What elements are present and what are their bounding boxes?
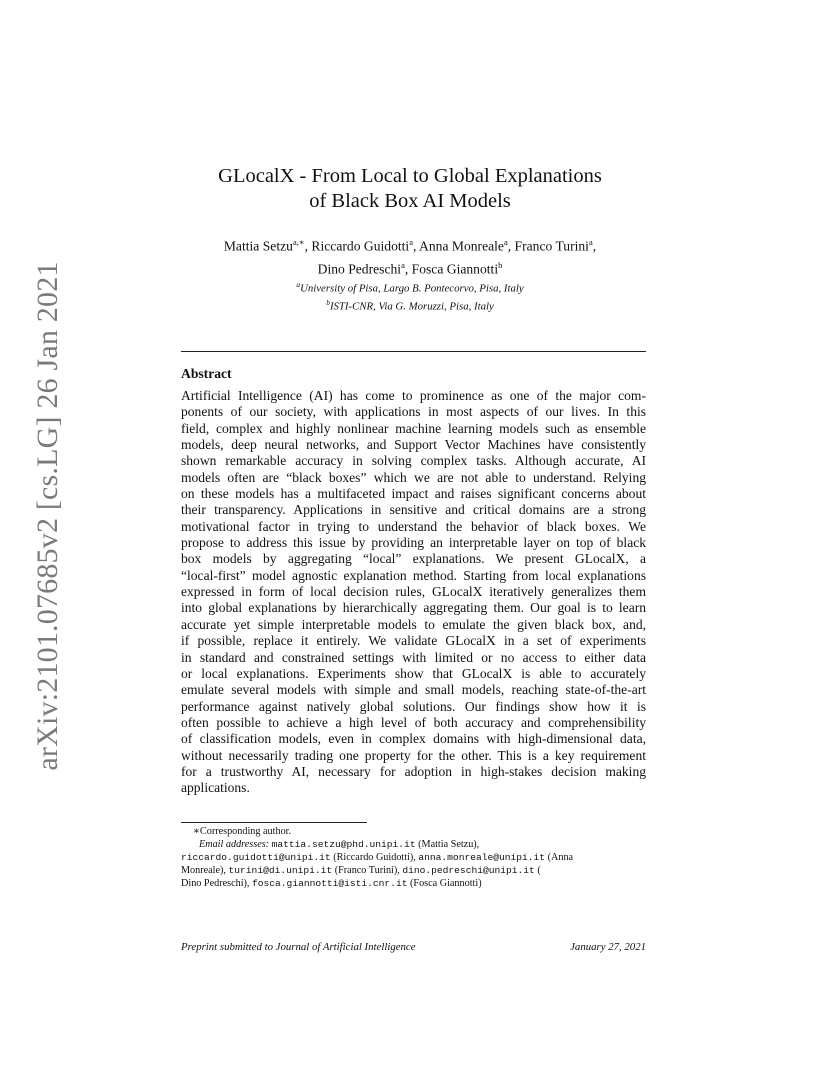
abstract-line: in standard and constrained settings with limited or no access to either data — [181, 649, 646, 665]
email-label: Email addresses: — [199, 839, 270, 850]
abstract-line: for a trustworthy AI, necessary for adoption in high-stakes decision making — [181, 763, 646, 779]
email-owner: (Franco Turini), — [334, 865, 400, 876]
abstract-line: applications. — [181, 780, 250, 796]
affiliation-sup: a — [296, 280, 301, 289]
email-owner: (Anna — [547, 852, 574, 863]
author-name: Franco Turini — [514, 238, 589, 254]
email-link[interactable]: turini@di.unipi.it — [228, 865, 333, 876]
corresponding-author-note: ∗Corresponding author. — [193, 826, 292, 837]
author-affil-sup: a — [401, 259, 405, 270]
author-affil-sup: a — [409, 237, 413, 247]
email-link[interactable]: dino.pedreschi@unipi.it — [402, 865, 535, 876]
author-affil-sup: b — [498, 259, 503, 270]
abstract-line: without necessarily trading one property for the other. This is a key requirement — [181, 747, 646, 763]
author-name: Dino Pedreschi — [317, 261, 402, 277]
abstract-line: emulate several models with simple and small models, reaching state-of-the-art — [181, 682, 646, 698]
author-separator: , — [404, 261, 412, 277]
author-separator: , — [304, 238, 312, 254]
abstract-line: often possible to achieve a high level of both accuracy and comprehensibility — [181, 714, 646, 730]
affiliation-sup: b — [326, 297, 330, 307]
abstract-line: or local explanations. Experiments show that GLocalX is able to accurately — [181, 665, 646, 681]
preprint-note: Preprint submitted to Journal of Artificial Intelligence — [181, 941, 416, 953]
abstract-body — [181, 388, 646, 797]
abstract-line: field, complex and highly nonlinear machine learning models such as ensemble — [181, 420, 646, 436]
footnotes — [181, 825, 646, 890]
abstract-line: models, deep neural networks, and Support Vector Machines have consistently — [181, 437, 646, 453]
email-line-4 — [181, 877, 646, 890]
abstract-line: ponents of our society, with applications in most aspects of our lives. In this — [181, 404, 646, 420]
abstract-line: accurate yet simple interpretable models to emulate the given black box, and, — [181, 616, 646, 632]
abstract-line: Artificial Intelligence (AI) has come to prominence as one of the major com- — [181, 388, 646, 403]
author-affil-sup: a — [588, 237, 593, 247]
paper-title — [140, 164, 680, 214]
author-separator: , — [592, 238, 597, 254]
email-owner: (Riccardo Guidotti), — [333, 852, 416, 863]
author-name: Anna Monreale — [419, 238, 504, 254]
author-affil-sup: a,∗ — [292, 237, 305, 247]
abstract-line: of classification models, even in complex domains with high-dimensional data, — [181, 731, 646, 747]
author-name: Fosca Giannotti — [411, 261, 499, 277]
email-line-3 — [181, 864, 646, 877]
preprint-date: January 27, 2021 — [570, 941, 646, 953]
abstract-line: box models by aggregating “local” explanations. We present GLocalX, a — [181, 551, 646, 567]
email-link[interactable]: fosca.giannotti@isti.cnr.it — [252, 878, 408, 889]
email-line-1 — [181, 838, 646, 851]
abstract-line: models often are “black boxes” which we are not able to understand. Relying — [181, 469, 646, 485]
abstract-heading: Abstract — [181, 366, 232, 381]
abstract-line: propose to address this issue by providing an interpretable layer on top of black — [181, 535, 646, 551]
affiliation-text: University of Pisa, Largo B. Pontecorvo, Pisa, Italy — [300, 282, 524, 295]
affiliation-b — [140, 296, 680, 314]
abstract-line: “local-first” model agnostic explanation method. Starting from local explanations — [181, 567, 646, 583]
author-name: Mattia Setzu — [223, 238, 293, 254]
author-line-1 — [140, 233, 680, 256]
affiliations — [140, 278, 680, 313]
email-owner: (Fosca Giannotti) — [410, 878, 482, 889]
abstract-line: expressed in form of local decision rules, GLocalX iteratively generalizes them — [181, 584, 646, 600]
email-line-2 — [181, 851, 646, 864]
title-line-1: GLocalX - From Local to Global Explanations — [218, 165, 602, 187]
author-line-2 — [140, 256, 680, 279]
email-owner: (Mattia Setzu), — [418, 839, 480, 850]
abstract-line: shown remarkable accuracy in solving complex tasks. Although accurate, AI — [181, 453, 646, 469]
abstract-line: their transparency. Applications in sensitive and critical domains are a strong — [181, 502, 646, 518]
abstract-line: if possible, replace it entirely. We validate GLocalX in a set of experiments — [181, 633, 646, 649]
abstract-line: into global explanations by hierarchically aggregating them. Our goal is to learn — [181, 600, 646, 616]
author-name: Riccardo Guidotti — [311, 238, 410, 254]
email-link[interactable]: anna.monreale@unipi.it — [418, 852, 546, 863]
abstract-line: on these models has a multifaceted impact and raises significant concerns about — [181, 486, 646, 502]
footnote-rule — [181, 822, 367, 823]
author-separator: , — [507, 238, 515, 254]
affiliation-text: ISTI-CNR, Via G. Moruzzi, Pisa, Italy — [329, 300, 494, 313]
email-owner: ( — [537, 865, 541, 876]
email-link[interactable]: mattia.setzu@phd.unipi.it — [271, 839, 416, 850]
email-owner: Dino Pedreschi), — [181, 878, 250, 889]
title-line-2: of Black Box AI Models — [309, 190, 511, 212]
abstract-line: performance against natively global solutions. Our findings show how it is — [181, 698, 646, 714]
author-list — [140, 233, 680, 278]
arxiv-identifier-stamp: arXiv:2101.07685v2 [cs.LG] 26 Jan 2021 — [31, 261, 64, 771]
author-separator: , — [412, 238, 420, 254]
abstract-top-rule — [181, 351, 646, 352]
author-affil-sup: a — [503, 237, 508, 247]
email-link[interactable]: riccardo.guidotti@unipi.it — [181, 852, 331, 863]
abstract-line: motivational factor in trying to understand the behavior of black boxes. We — [181, 518, 646, 534]
email-owner: Monreale), — [181, 865, 226, 876]
affiliation-a — [140, 278, 680, 296]
